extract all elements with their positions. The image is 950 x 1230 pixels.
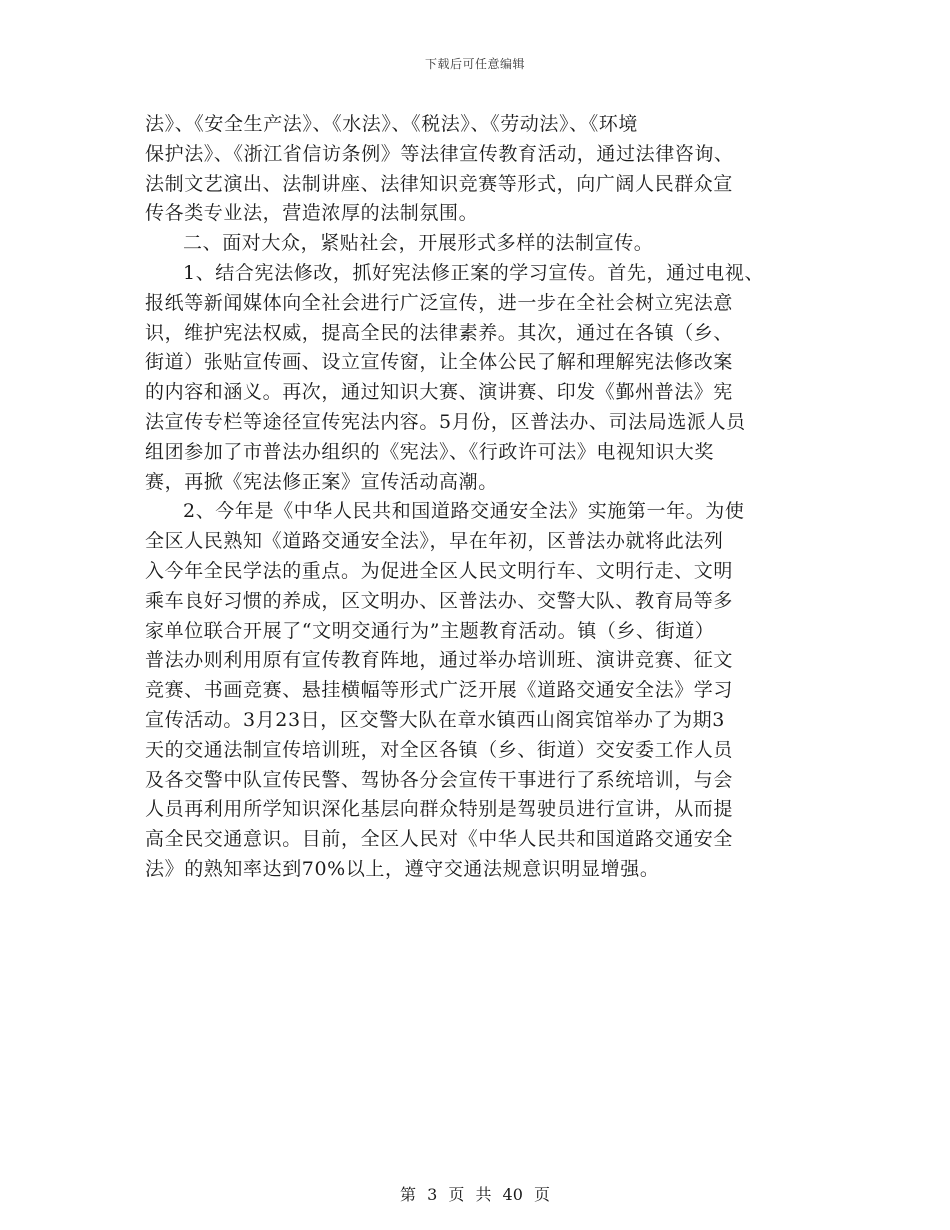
page-header: 下载后可任意编辑 bbox=[424, 57, 525, 71]
section-heading: 二、面对大众，紧贴社会，开展形式多样的法制宣传。 bbox=[183, 232, 654, 255]
paragraph-start: 1、结合宪法修改，抓好宪法修正案的学习宣传。首先，通过电视、 bbox=[183, 261, 765, 284]
text-line: 法》、《安全生产法》、《水法》、《税法》、《劳动法》、《环境 bbox=[145, 113, 639, 135]
document-body bbox=[145, 110, 835, 885]
text-line: 法》的熟知率达到70%以上，遵守交通法规意识明显增强。 bbox=[145, 857, 660, 880]
text-line: 赛，再掀《宪法修正案》宣传活动高潮。 bbox=[145, 470, 498, 493]
text-line: 法制文艺演出、法制讲座、法律知识竞赛等形式，向广阔人民群众宣 bbox=[145, 172, 734, 195]
text-line: 宣传活动。3月23日，区交警大队在章水镇西山阁宾馆举办了为期3 bbox=[145, 708, 725, 731]
text-line: 入今年全民学法的重点。为促进全区人民文明行车、文明行走、文明 bbox=[145, 559, 734, 582]
text-line: 人员再利用所学知识深化基层向群众特别是驾驶员进行宣讲，从而提 bbox=[145, 798, 734, 821]
text-line: 乘车良好习惯的养成，区文明办、区普法办、交警大队、教育局等多 bbox=[145, 589, 734, 612]
text-line: 组团参加了市普法办组织的《宪法》、《行政许可法》电视知识大奖 bbox=[145, 440, 715, 463]
text-line: 天的交通法制宣传培训班，对全区各镇（乡、街道）交安委工作人员 bbox=[145, 738, 734, 761]
text-line: 的内容和涵义。再次，通过知识大赛、演讲赛、印发《鄞州普法》宪 bbox=[145, 381, 734, 404]
text-line: 法宣传专栏等途径宣传宪法内容。5月份，区普法办、司法局选派人员 bbox=[145, 410, 746, 433]
text-line: 竞赛、书画竞赛、悬挂横幅等形式广泛开展《道路交通安全法》学习 bbox=[145, 679, 734, 702]
text-line: 及各交警中队宣传民警、驾协各分会宣传干事进行了系统培训，与会 bbox=[145, 768, 734, 791]
text-line: 街道）张贴宣传画、设立宣传窗，让全体公民了解和理解宪法修改案 bbox=[145, 351, 734, 374]
text-line: 保护法》、《浙江省信访条例》等法律宣传教育活动，通过法律咨询、 bbox=[145, 142, 734, 165]
text-line: 识，维护宪法权威，提高全民的法律素养。其次，通过在各镇（乡、 bbox=[145, 321, 734, 344]
text-line: 家单位联合开展了“文明交通行为”主题教育活动。镇（乡、街道） bbox=[145, 619, 715, 642]
paragraph-start: 2、今年是《中华人民共和国道路交通安全法》实施第一年。为使 bbox=[183, 500, 745, 523]
text-line: 高全民交通意识。目前，全区人民对《中华人民共和国道路交通安全 bbox=[145, 828, 734, 851]
text-line: 报纸等新闻媒体向全社会进行广泛宣传，进一步在全社会树立宪法意 bbox=[145, 291, 734, 314]
text-line: 全区人民熟知《道路交通安全法》，早在年初，区普法办就将此法列 bbox=[145, 530, 724, 553]
text-line: 传各类专业法，营造浓厚的法制氛围。 bbox=[145, 202, 479, 225]
page-number-footer: 第 3 页 共 40 页 bbox=[400, 1185, 550, 1204]
text-line: 普法办则利用原有宣传教育阵地，通过举办培训班、演讲竞赛、征文 bbox=[145, 649, 734, 672]
